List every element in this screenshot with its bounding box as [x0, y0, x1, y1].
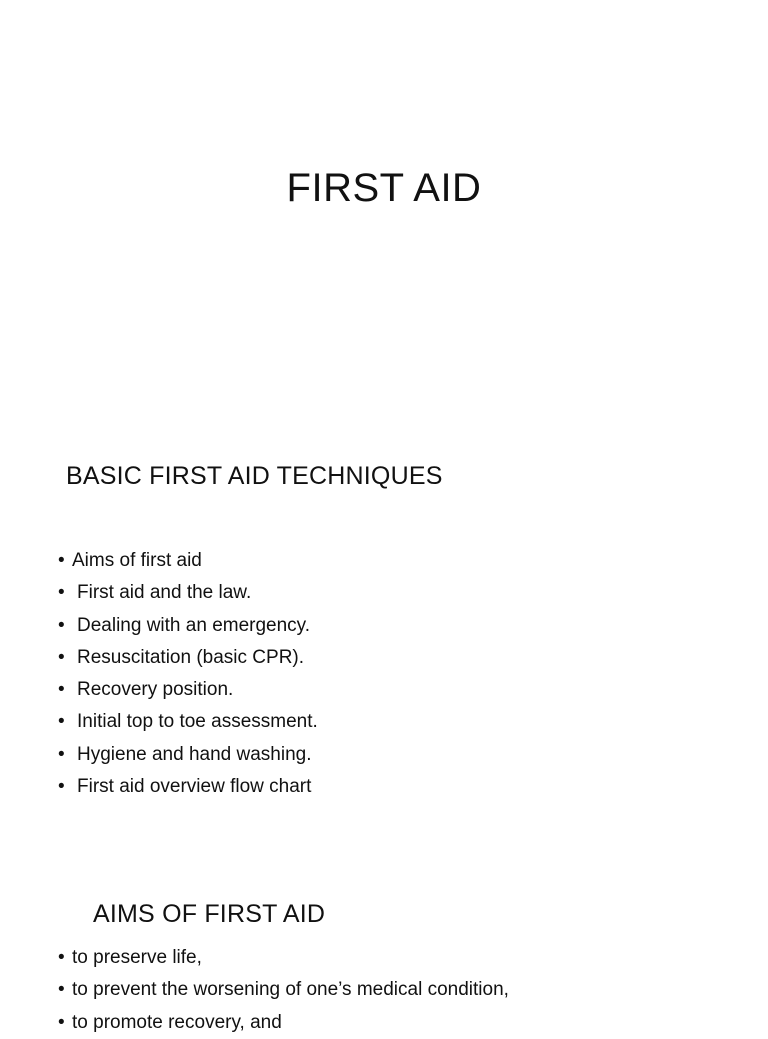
list-item — [58, 942, 509, 974]
bullet-icon: • — [58, 1011, 65, 1033]
aims-heading: AIMS OF FIRST AID — [93, 900, 326, 928]
aims-list — [58, 942, 509, 1039]
bullet-icon: • — [58, 743, 65, 765]
page-title: FIRST AID — [286, 166, 482, 210]
list-item — [58, 674, 318, 706]
list-item — [58, 974, 509, 1006]
list-item-text: to promote recovery, and — [72, 1011, 282, 1033]
list-item-text: Dealing with an emergency. — [77, 614, 311, 636]
list-item — [58, 642, 318, 674]
list-item — [58, 545, 318, 577]
list-item-text: Aims of first aid — [72, 550, 202, 571]
list-item — [58, 1007, 509, 1039]
list-item-text: to prevent the worsening of one’s medical condition, — [72, 979, 509, 1001]
list-item-text: Hygiene and hand washing. — [77, 743, 312, 765]
list-item-text: to preserve life, — [72, 947, 202, 968]
list-item-text: Initial top to toe assessment. — [77, 711, 318, 733]
bullet-icon: • — [58, 776, 65, 798]
list-item-text: Recovery position. — [77, 679, 234, 701]
bullet-icon: • — [58, 979, 65, 1001]
list-item-text: First aid and the law. — [77, 582, 252, 604]
list-item-text: Resuscitation (basic CPR). — [77, 646, 305, 668]
bullet-icon: • — [58, 646, 65, 668]
bullet-icon: • — [58, 947, 65, 968]
aims-slide — [0, 830, 768, 1033]
bullet-icon: • — [58, 614, 65, 636]
list-item-text: First aid overview flow chart — [77, 776, 312, 798]
list-item — [58, 706, 318, 738]
bullet-icon: • — [58, 582, 65, 604]
list-item — [58, 577, 318, 609]
techniques-heading: BASIC FIRST AID TECHNIQUES — [66, 462, 443, 490]
techniques-slide — [0, 400, 768, 830]
list-item — [58, 610, 318, 642]
list-item — [58, 739, 318, 771]
bullet-icon: • — [58, 550, 65, 571]
techniques-list — [58, 545, 318, 803]
list-item — [58, 771, 318, 803]
bullet-icon: • — [58, 711, 65, 733]
title-slide — [0, 0, 768, 400]
bullet-icon: • — [58, 679, 65, 701]
